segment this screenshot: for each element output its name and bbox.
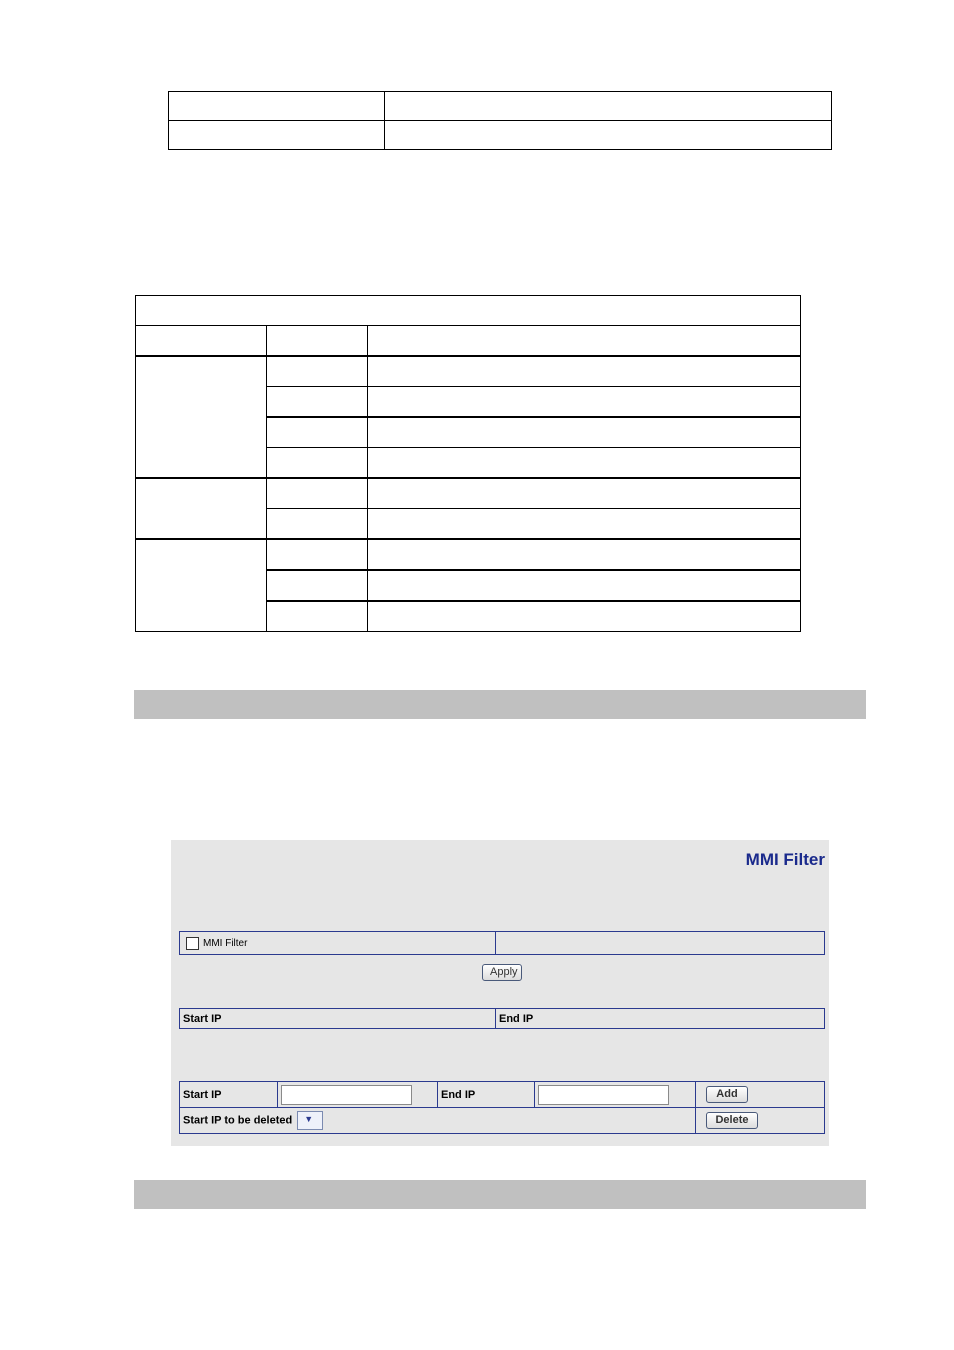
start-ip-header: Start IP [180,1009,496,1029]
apply-button[interactable]: Apply [482,964,522,981]
table-header-row [136,296,801,326]
table-row [169,92,832,121]
table-row [136,478,801,509]
table-cell [136,478,267,539]
start-ip-input[interactable] [281,1085,412,1105]
table-cell [267,570,368,601]
table-row [136,539,801,570]
table-cell [267,387,368,418]
table-cell [496,932,825,955]
table-cell [180,1108,696,1134]
table-cell [535,1082,696,1108]
end-ip-label: End IP [438,1082,535,1108]
delete-button[interactable]: Delete [706,1112,758,1129]
grouped-table [135,295,801,632]
panel-title: MMI Filter [745,850,825,869]
table-cell [267,356,368,387]
table-cell [368,478,801,509]
mmi-filter-panel [171,840,829,1146]
start-ip-label: Start IP [180,1082,278,1108]
table-cell [267,448,368,479]
table-cell [368,387,801,418]
filter-list-table [179,1008,825,1029]
delete-ip-label: Start IP to be deleted [183,1114,293,1127]
table-cell [368,417,801,448]
table-cell [136,326,267,357]
chevron-down-icon: ▼ [304,1114,314,1124]
add-filter-table [179,1081,825,1134]
table-row [180,1082,825,1108]
table-cell [696,1082,825,1108]
table-cell [267,539,368,570]
table-row [169,121,832,150]
table-cell [180,932,496,955]
table-cell [169,92,385,121]
table-header-row [180,1009,825,1029]
section-bar [134,690,866,719]
end-ip-input[interactable] [538,1085,669,1105]
add-button[interactable]: Add [706,1086,748,1103]
table-cell [696,1108,825,1134]
mmi-filter-enable-table [179,931,825,955]
section-bar [134,1180,866,1209]
table-row [136,356,801,387]
table-cell [278,1082,438,1108]
table-row [180,932,825,955]
table-cell [368,509,801,540]
table-cell [267,509,368,540]
end-ip-header: End IP [496,1009,825,1029]
mmi-filter-checkbox[interactable] [186,937,199,950]
table-cell [368,601,801,632]
table-cell [267,601,368,632]
mmi-filter-checkbox-label: MMI Filter [203,937,248,949]
table-row [180,1108,825,1134]
table-cell [368,356,801,387]
table-cell [385,121,832,150]
table-cell [267,417,368,448]
table-cell [136,296,801,326]
table-cell [368,326,801,357]
table-cell [368,570,801,601]
delete-ip-select[interactable] [297,1111,323,1130]
table-cell [136,356,267,478]
table-cell [169,121,385,150]
table-cell [368,448,801,479]
top-table [168,91,832,150]
table-cell [368,539,801,570]
table-cell [385,92,832,121]
table-cell [136,539,267,632]
table-row [136,326,801,357]
table-cell [267,478,368,509]
table-cell [267,326,368,357]
